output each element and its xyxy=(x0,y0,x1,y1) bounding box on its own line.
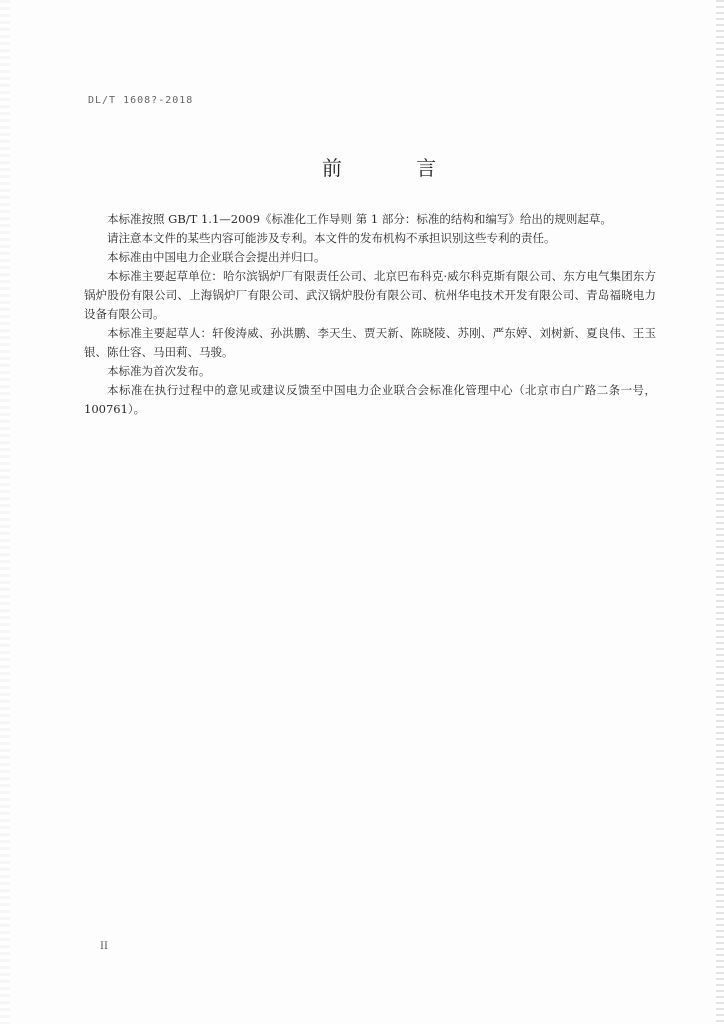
paragraph-proposer: 本标准由中国电力企业联合会提出并归口。 xyxy=(107,250,326,264)
paragraph-first-release: 本标准为首次发布。 xyxy=(107,364,211,378)
page-title: 前 言 xyxy=(321,156,471,180)
page-number: II xyxy=(100,941,108,952)
paragraph-drafters: 本标准主要起草人：轩俊涛威、孙洪鹏、李天生、贾天新、陈晓陵、苏刚、严东婷、刘树新、夏良伟、王玉银、陈仕容、马田莉、马骏。 xyxy=(84,326,656,359)
paragraph-feedback: 本标准在执行过程中的意见或建议反馈至中国电力企业联合会标准化管理中心（北京市白广路二条一号，100761）。 xyxy=(84,383,656,416)
paragraph-patent-notice: 请注意本文件的某些内容可能涉及专利。本文件的发布机构不承担识别这些专利的责任。 xyxy=(107,231,556,245)
paragraph-drafting-units: 本标准主要起草单位：哈尔滨锅炉厂有限责任公司、北京巴布科克·威尔科克斯有限公司、东方电气集团东方锅炉股份有限公司、上海锅炉厂有限公司、武汉锅炉股份有限公司、杭州华电技术开发有限公司、青岛福晓电力设备有限公司。 xyxy=(84,269,656,321)
foreword-body xyxy=(84,210,656,419)
paragraph-drafting-rules: 本标准按照 GB/T 1.1—2009《标准化工作导则 第 1 部分：标准的结构和编写》给出的规则起草。 xyxy=(107,212,612,226)
document-code: DL/T 1608?-2018 xyxy=(88,95,194,106)
